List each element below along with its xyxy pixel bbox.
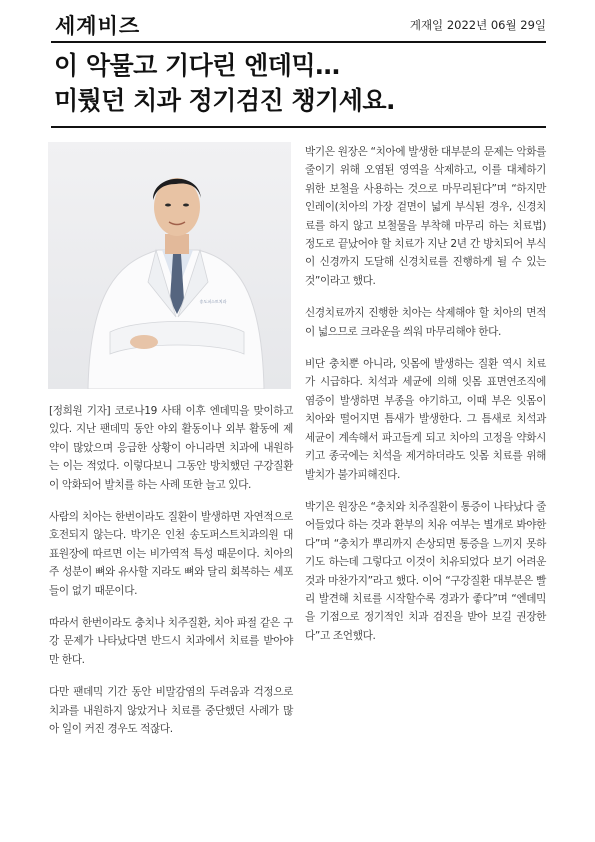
header-rule xyxy=(51,41,546,43)
article-column-right xyxy=(305,143,546,659)
coat-embroidery: 송도퍼스트치과 xyxy=(199,299,227,304)
paragraph: [정희원 기자] 코로나19 사태 이후 엔데믹을 맞이하고 있다. 지난 팬데믹 동안 야외 활동이나 외부 활동에 제약이 많았으며 응급한 상황이 아니라면 치과에 내원하는 이는 적었다. 이렇다보니 그동안 방치했던 구강질환이 악화되어 발치를 하는 사례 또한 늘고 있다. xyxy=(49,405,293,491)
headline xyxy=(54,48,544,118)
newspaper-logo: 세계비즈 xyxy=(55,14,141,38)
article-column-left xyxy=(49,402,293,753)
masthead xyxy=(51,10,546,40)
paragraph: 사람의 치아는 한번이라도 질환이 발생하면 자연적으로 호전되지 않는다. 박기은 인천 송도퍼스트치과의원 대표원장에 따르면 이는 비가역적 특성 때문이다. 치아의 주 성분이 뼈와 유사할 지라도 뼈와 달리 회복하는 세포들이 없기 때문이다. xyxy=(49,511,293,597)
publication-date: 게재일 2022년 06월 29일 xyxy=(409,18,546,32)
paragraph: 따라서 한번이라도 충치나 치주질환, 치아 파절 같은 구강 문제가 나타났다면 반드시 치과에서 치료를 받아야만 한다. xyxy=(49,617,293,666)
headline-line-1: 이 악물고 기다린 엔데믹… xyxy=(54,51,340,80)
paragraph: 비단 충치뿐 아니라, 잇몸에 발생하는 질환 역시 치료가 시급하다. 치석과 세균에 의해 잇몸 표면연조직에 염증이 발생하면 부종을 야기하고, 이때 부은 잇몸이 치아와 떨어지면 틈새가 발생한다. 그 틈새로 치석과 세균이 계속해서 파고들게 되고 치아의 고정을 약화시키고 종국에는 치석을 제거하더라도 잇몸 치료를 위해 발치가 불가피해진다. xyxy=(305,358,546,481)
dentist-portrait-photo xyxy=(48,142,291,389)
paragraph: 박기은 원장은 “치아에 발생한 대부분의 문제는 악화를 줄이기 위해 오염된 영역을 삭제하고, 이를 대체하기 위한 보철을 사용하는 것으로 마무리된다”며 “하지만 인레이(치아의 가장 겉면이 넓게 부식된 경우, 신경치료를 하지 않고 보철물을 부착해 마무리 하는 치료법)정도로 끝났어야 할 치료가 지난 2년 간 방치되어 부식이 신경까지 도달해 신경치료를 진행하게 될 수 있는 것”이라고 했다. xyxy=(305,146,546,287)
paragraph: 박기은 원장은 “충치와 치주질환이 통증이 나타났다 줄어들었다 하는 것과 환부의 치유 여부는 별개로 봐야한다”며 “충치가 뿌리까지 손상되면 통증을 느끼지 못하기도 하는데 그렇다고 이것이 치유되었다 보기 어려운 것과 마찬가지”라고 했다. 이어 “구강질환 대부분은 빨리 발견해 치료를 시작할수록 경과가 좋다”며 “엔데믹을 기점으로 정기적인 치과 검진을 받아 보길 권장한다”고 조언했다. xyxy=(305,500,546,642)
dentist-portrait-illustration xyxy=(48,142,291,389)
headline-line-2: 미뤘던 치과 정기검진 챙기세요. xyxy=(54,86,396,115)
paragraph: 신경치료까지 진행한 치아는 삭제해야 할 치아의 면적이 넓으므로 크라운을 씌워 마무리해야 한다. xyxy=(305,307,546,338)
paragraph: 다만 팬데믹 기간 동안 비말감염의 두려움과 걱정으로 치과를 내원하지 않았거나 치료를 중단했던 사례가 많아 일이 커진 경우도 적잖다. xyxy=(49,686,293,736)
headline-rule xyxy=(51,126,546,128)
